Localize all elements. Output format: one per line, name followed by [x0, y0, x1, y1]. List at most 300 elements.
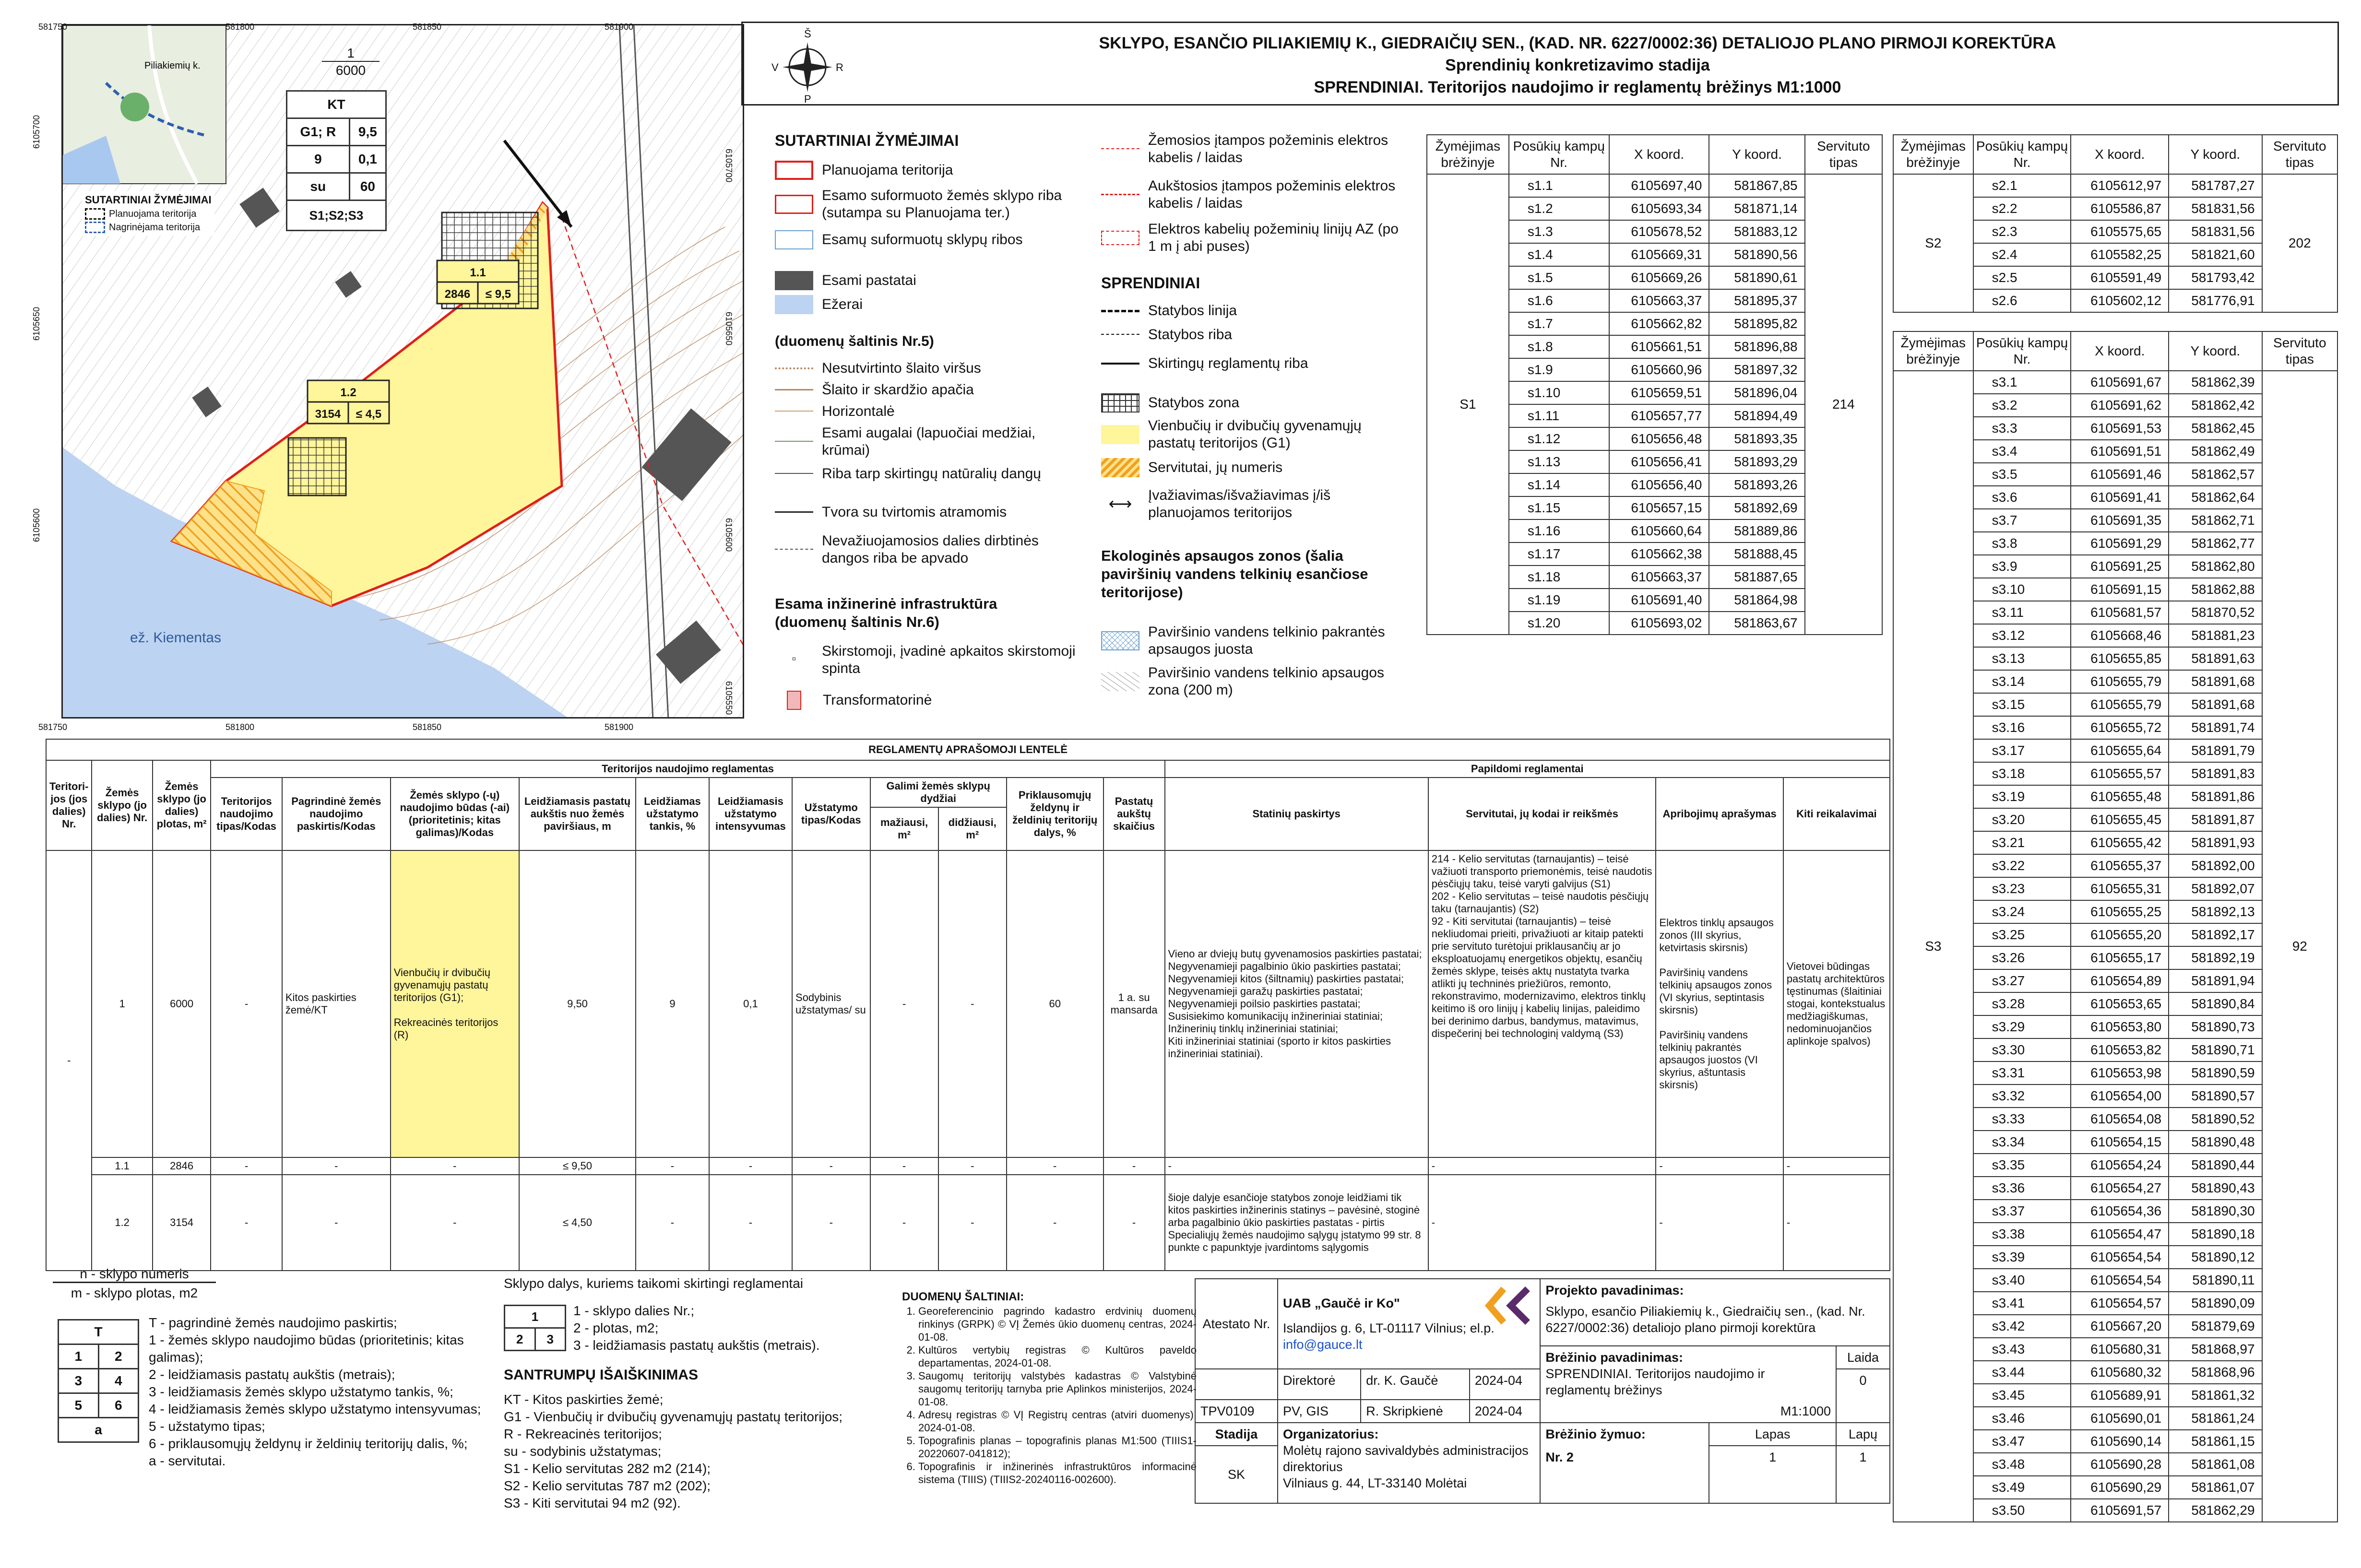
x-coord: 6105657,15 — [1609, 496, 1709, 519]
y-coord: 581892,00 — [2169, 854, 2262, 877]
y-coord: 581871,14 — [1709, 197, 1804, 220]
tb-company-cell — [1278, 1279, 1540, 1369]
legend-residential: Vienbučių ir dvibučių gyvenamųjų pastatų teritorijos (G1) — [1148, 418, 1362, 451]
x-coord: 6105660,64 — [1609, 519, 1709, 542]
y-coord: 581881,23 — [2169, 624, 2262, 647]
point-number: s3.5 — [1973, 463, 2071, 486]
y-coord: 581890,56 — [1709, 243, 1804, 266]
sources-list — [902, 1305, 1197, 1486]
reg-r1-stat: Vieno ar dviejų butų gyvenamosios paskirties pastatai; Negyvenamieji pagalbinio ūkio paskirties pastatai; Negyvenamieji kitos (šiltnamių) paskirties pastatai; Negyvenamieji garažų paskirties pastatai; Negyvenamieji poilsio paskirties pastatai; Susisiekimo komunikacijų inžineriniai statiniai; Inžinerinių tinklų inžineriniai statiniai; Kiti inžineriniai statiniai (sporto ir kitos paskirties inžineriniai statiniai). — [1165, 850, 1428, 1157]
point-number: s3.42 — [1973, 1315, 2071, 1338]
kt-r3a: su — [287, 173, 350, 200]
s3-header-2: X koord. — [2071, 331, 2169, 371]
point-number: s3.27 — [1973, 969, 2071, 992]
y-coord: 581862,39 — [2169, 371, 2262, 394]
t-box-1: 1 — [59, 1344, 99, 1369]
x-coord: 6105655,45 — [2071, 808, 2169, 831]
s1-table-wrap — [1426, 134, 1883, 635]
tb-email[interactable]: info@gauce.lt — [1283, 1337, 1363, 1352]
x-coord: 6105690,01 — [2071, 1407, 2169, 1430]
protection-zone-swatch — [1101, 672, 1139, 691]
reg-r3-c13: - — [1103, 1175, 1165, 1271]
reg-r2-c12: - — [1007, 1157, 1103, 1175]
coord-left-0: 6105700 — [32, 115, 41, 149]
point-number: s1.3 — [1509, 220, 1609, 243]
y-coord: 581861,15 — [2169, 1430, 2262, 1453]
parts-box — [504, 1305, 566, 1351]
y-coord: 581776,91 — [2169, 289, 2262, 312]
point-number: s3.6 — [1973, 486, 2071, 509]
tb-org-cell — [1278, 1423, 1540, 1503]
point-number: s3.36 — [1973, 1177, 2071, 1200]
legend-item-buildings: Esami pastatai — [822, 272, 916, 288]
y-coord: 581862,42 — [2169, 394, 2262, 417]
point-number: s1.2 — [1509, 197, 1609, 220]
kt-r1a: G1; R — [287, 118, 350, 146]
tb-drw-cell — [1540, 1346, 1836, 1423]
y-coord: 581892,17 — [2169, 923, 2262, 946]
parts-desc-0: 1 - sklypo dalies Nr.; — [573, 1303, 695, 1318]
building-limit-swatch — [1101, 334, 1139, 336]
point-number: s3.45 — [1973, 1384, 2071, 1407]
reg-h16: Apribojimų aprašymas — [1656, 778, 1783, 850]
tb-lapu-label: Lapų — [1836, 1423, 1890, 1446]
reg-h13: Pastatų aukštų skaičius — [1103, 778, 1165, 850]
y-coord: 581890,61 — [1709, 266, 1804, 289]
reg-r2-c10: - — [870, 1157, 938, 1175]
coord-bottom-3: 581900 — [605, 722, 634, 732]
shore-strip-swatch — [1101, 631, 1139, 650]
x-coord: 6105691,62 — [2071, 394, 2169, 417]
y-coord: 581890,11 — [2169, 1269, 2262, 1292]
y-coord: 581890,59 — [2169, 1061, 2262, 1085]
point-number: s1.17 — [1509, 542, 1609, 566]
y-coord: 581862,29 — [2169, 1499, 2262, 1522]
tb-laida-label: Laida — [1836, 1346, 1890, 1369]
point-number: s3.50 — [1973, 1499, 2071, 1522]
source-6: 6. Topografinis ir inžinerinės infrastruktūros informacinė sistema (TIIIS) (TIIIS2-20240116-002600). — [918, 1460, 1197, 1486]
point-number: s3.22 — [1973, 854, 2071, 877]
y-coord: 581891,94 — [2169, 969, 2262, 992]
y-coord: 581883,12 — [1709, 220, 1804, 243]
point-number: s1.11 — [1509, 404, 1609, 427]
tb-nr-label: Brėžinio žymuo: — [1545, 1427, 1646, 1441]
x-coord: 6105654,36 — [2071, 1200, 2169, 1223]
x-coord: 6105653,98 — [2071, 1061, 2169, 1085]
y-coord: 581890,12 — [2169, 1246, 2262, 1269]
reg-h11: didžiausi, m² — [938, 807, 1007, 850]
x-coord: 6105654,24 — [2071, 1154, 2169, 1177]
scale-numerator: 1 — [322, 46, 380, 62]
legend-building-zone: Statybos zona — [1148, 395, 1240, 411]
reg-r1-tank: 9 — [636, 850, 709, 1157]
x-coord: 6105669,26 — [1609, 266, 1709, 289]
reg-r2-c16: - — [1656, 1157, 1783, 1175]
tb-nr-cell — [1540, 1423, 1709, 1503]
point-number: s3.24 — [1973, 900, 2071, 923]
x-coord: 6105690,28 — [2071, 1453, 2169, 1476]
reg-r3-h: ≤ 4,50 — [519, 1175, 636, 1271]
nm-bottom: m - sklypo plotas, m2 — [71, 1285, 198, 1300]
tb-drw: SPRENDINIAI. Teritorijos naudojimo ir reglamentų brėžinys — [1545, 1367, 1765, 1397]
x-coord: 6105668,46 — [2071, 624, 2169, 647]
parts-box-2: 2 — [505, 1328, 535, 1351]
zone-1-2-height: ≤ 4,5 — [356, 408, 382, 421]
legend-building-line: Statybos linija — [1148, 303, 1237, 318]
t-box-4: 4 — [98, 1369, 139, 1393]
title-block-bottom — [1195, 1278, 1890, 1504]
coord-right-2: 6105600 — [724, 518, 734, 552]
t-box-3: 3 — [59, 1369, 99, 1393]
planned-territory-swatch — [775, 161, 813, 180]
point-number: s3.28 — [1973, 992, 2071, 1015]
legend-transformer: Transformatorinė — [823, 692, 932, 708]
tb-dir-date: 2024-04 — [1470, 1369, 1540, 1400]
inset-legend — [82, 191, 214, 236]
point-number: s1.14 — [1509, 473, 1609, 496]
y-coord: 581893,29 — [1709, 450, 1804, 473]
x-coord: 6105654,57 — [2071, 1292, 2169, 1315]
legend-low-voltage: Žemosios įtampos požeminis elektros kabelis / laidas — [1148, 132, 1388, 165]
title-block — [741, 22, 2339, 106]
s1-header-4: Servituto tipas — [1805, 135, 1882, 174]
point-number: s3.38 — [1973, 1223, 2071, 1246]
reg-h10: mažiausi, m² — [870, 807, 938, 850]
point-number: s3.26 — [1973, 946, 2071, 969]
tb-drw-label: Brėžinio pavadinimas: — [1545, 1350, 1683, 1365]
point-number: s3.7 — [1973, 509, 2071, 532]
point-number: s3.43 — [1973, 1338, 2071, 1361]
point-number: s3.13 — [1973, 647, 2071, 670]
point-number: s3.40 — [1973, 1269, 2071, 1292]
coord-bottom-1: 581800 — [225, 722, 255, 732]
x-coord: 6105691,67 — [2071, 371, 2169, 394]
reg-h1: Žemės sklypo (jo dalies) Nr. — [92, 760, 152, 850]
map-canvas[interactable] — [63, 25, 744, 719]
tb-pv-date: 2024-04 — [1470, 1400, 1540, 1423]
reg-h3: Teritorijos naudojimo tipas/Kodas — [211, 778, 282, 850]
reg-h17: Kiti reikalavimai — [1783, 778, 1890, 850]
coord-left-1: 6105650 — [32, 307, 41, 341]
inset-village: Piliakiemių k. — [144, 60, 201, 71]
x-coord: 6105693,02 — [1609, 612, 1709, 635]
servitude-swatch — [1101, 458, 1139, 477]
y-coord: 581889,86 — [1709, 519, 1804, 542]
x-coord: 6105654,08 — [2071, 1108, 2169, 1131]
reg-r3-c5: - — [391, 1175, 519, 1271]
scale-denominator: 6000 — [335, 63, 366, 78]
coord-top-1: 581800 — [225, 22, 255, 32]
reg-r1-int: 0,1 — [709, 850, 792, 1157]
x-coord: 6105655,37 — [2071, 854, 2169, 877]
x-coord: 6105661,51 — [1609, 335, 1709, 358]
reg-r2-c15: - — [1428, 1157, 1656, 1175]
y-coord: 581897,32 — [1709, 358, 1804, 381]
point-number: s3.41 — [1973, 1292, 2071, 1315]
t-box-a: a — [59, 1418, 139, 1442]
y-coord: 581896,04 — [1709, 381, 1804, 404]
x-coord: 6105691,46 — [2071, 463, 2169, 486]
point-number: s3.21 — [1973, 831, 2071, 854]
reg-r3-nr: 1.2 — [92, 1175, 152, 1271]
coord-top-3: 581900 — [605, 22, 634, 32]
point-number: s3.18 — [1973, 762, 2071, 785]
lake-label: ež. Kiementas — [130, 630, 222, 646]
reg-r3-c3: - — [211, 1175, 282, 1271]
point-number: s3.1 — [1973, 371, 2071, 394]
point-number: s1.19 — [1509, 589, 1609, 612]
reg-r1-aprib: Elektros tinklų apsaugos zonos (III skyrius, ketvirtasis skirsnis) Paviršinių vandens telkinių apsaugos zonos (VI skyrius, septintasis skirsnis) Paviršinių vandens telkinių pakrantės apsaugos juostos (VI skyrius, aštuntasis skirsnis) — [1656, 850, 1783, 1157]
y-coord: 581892,07 — [2169, 877, 2262, 900]
x-coord: 6105697,40 — [1609, 174, 1709, 197]
point-number: s3.4 — [1973, 440, 2071, 463]
y-coord: 581862,80 — [2169, 555, 2262, 578]
point-number: s1.13 — [1509, 450, 1609, 473]
point-number: s2.5 — [1973, 266, 2071, 289]
legend-infra-title: Esama inžinerinė infrastruktūra (duomenų šaltinis Nr.6) — [775, 595, 997, 630]
s1-header-1: Posūkių kampų Nr. — [1509, 135, 1609, 174]
y-coord: 581863,67 — [1709, 612, 1804, 635]
x-coord: 6105691,57 — [2071, 1499, 2169, 1522]
x-coord: 6105654,54 — [2071, 1246, 2169, 1269]
tb-company: UAB „Gaučė ir Ko" — [1283, 1296, 1400, 1310]
regulations-table — [46, 739, 1890, 1271]
x-coord: 6105663,37 — [1609, 289, 1709, 312]
abbr-5: S2 - Kelio servitutas 787 m2 (202); — [504, 1478, 711, 1493]
source-5: 5. Topografinis planas – topografinis planas M1:500 (TIIIS1-20220607-041812); — [918, 1434, 1197, 1460]
abbr-1: G1 - Vienbučių ir dvibučių gyvenamųjų pastatų teritorijos; — [504, 1409, 843, 1424]
s1-coord-table — [1426, 134, 1883, 635]
reg-h14: Statinių paskirtys — [1165, 778, 1428, 850]
x-coord: 6105586,87 — [2071, 197, 2169, 220]
reg-r2-c17: - — [1783, 1157, 1890, 1175]
coord-top-0: 581750 — [38, 22, 68, 32]
legend-item-planned: Planuojama teritorija — [822, 162, 953, 178]
inset-legend-1: Planuojama teritorija — [109, 208, 197, 219]
point-number: s1.15 — [1509, 496, 1609, 519]
y-coord: 581895,37 — [1709, 289, 1804, 312]
kt-r2a: 9 — [287, 146, 350, 173]
x-coord: 6105654,27 — [2071, 1177, 2169, 1200]
y-coord: 581892,13 — [2169, 900, 2262, 923]
x-coord: 6105656,41 — [1609, 450, 1709, 473]
abbr-6: S3 - Kiti servitutai 94 m2 (92). — [504, 1496, 681, 1510]
y-coord: 581867,85 — [1709, 174, 1804, 197]
point-number: s3.9 — [1973, 555, 2071, 578]
regulation-boundary-swatch — [1101, 363, 1139, 365]
y-coord: 581862,49 — [2169, 440, 2262, 463]
parts-box-3: 3 — [535, 1328, 566, 1351]
reg-r2-h: ≤ 9,50 — [519, 1157, 636, 1175]
reg-r3-area: 3154 — [153, 1175, 211, 1271]
point-number: s3.12 — [1973, 624, 2071, 647]
t-desc-0: T - pagrindinė žemės naudojimo paskirtis; — [149, 1315, 397, 1330]
reg-grp1: Teritorijos naudojimo reglamentas — [211, 760, 1164, 778]
y-coord: 581891,63 — [2169, 647, 2262, 670]
point-number: s3.14 — [1973, 670, 2071, 693]
transformer-icon — [787, 691, 801, 710]
abbr-title: SANTRUMPŲ IŠAIŠKINIMAS — [504, 1367, 699, 1383]
legend-item-parcels: Esamų suformuotų sklypų ribos — [822, 232, 1023, 248]
y-coord: 581890,84 — [2169, 992, 2262, 1015]
point-number: s3.46 — [1973, 1407, 2071, 1430]
table-row — [1893, 174, 2337, 197]
pavement-swatch — [775, 549, 813, 551]
reg-h9: Užstatymo tipas/Kodas — [792, 778, 870, 850]
y-coord: 581893,26 — [1709, 473, 1804, 496]
t-box-6: 6 — [98, 1393, 139, 1418]
kt-r3b: 60 — [349, 173, 386, 200]
reg-r3-c16: - — [1656, 1175, 1783, 1271]
point-number: s1.9 — [1509, 358, 1609, 381]
point-number: s3.29 — [1973, 1015, 2071, 1038]
s2-table-wrap — [1893, 134, 2338, 313]
point-number: s1.7 — [1509, 312, 1609, 335]
source-2: 2. Kultūros vertybių registras © Kultūros paveldo departamentas, 2024-01-08. — [918, 1344, 1197, 1369]
tb-proj-cell — [1540, 1279, 1890, 1346]
inset-planned-swatch — [85, 208, 105, 220]
tb-pv-name: R. Skripkienė — [1361, 1400, 1470, 1423]
title-line-3: SPRENDINIAI. Teritorijos naudojimo ir reglamentų brėžinys M1:1000 — [1314, 78, 1841, 96]
reg-r1-nr: 1 — [92, 850, 152, 1157]
eco-title: Ekologinės apsaugos zonos (šalia paviršinių vandens telkinių esančiose teritorijose) — [1101, 547, 1368, 601]
t-desc-1: 1 - žemės sklypo naudojimo būdas (prioritetinis; kitas galimas); — [149, 1332, 464, 1365]
y-coord: 581891,83 — [2169, 762, 2262, 785]
x-coord: 6105655,79 — [2071, 670, 2169, 693]
tb-empty-1 — [1195, 1369, 1278, 1400]
y-coord: 581896,88 — [1709, 335, 1804, 358]
x-coord: 6105655,57 — [2071, 762, 2169, 785]
entrance-arrow-icon: ⟷ — [1108, 495, 1132, 513]
x-coord: 6105655,17 — [2071, 946, 2169, 969]
zone-1-1-height: ≤ 9,5 — [485, 288, 511, 301]
x-coord: 6105690,14 — [2071, 1430, 2169, 1453]
point-number: s3.8 — [1973, 532, 2071, 555]
point-number: s3.31 — [1973, 1061, 2071, 1085]
legend-plants: Esami augalai (lapuočiai medžiai, krūmai) — [822, 425, 1036, 458]
y-coord: 581793,42 — [2169, 266, 2262, 289]
cabinet-swatch: ▫ — [792, 652, 796, 665]
point-number: s3.19 — [1973, 785, 2071, 808]
building-line-swatch — [1101, 310, 1139, 312]
map-frame — [61, 24, 744, 719]
inset-legend-2: Nagrinėjama teritorija — [109, 222, 201, 233]
reg-h2: Žemės sklypo (jo dalies) plotas, m² — [153, 760, 211, 850]
point-number: s1.12 — [1509, 427, 1609, 450]
s3-header-4: Servituto tipas — [2262, 331, 2337, 371]
reg-r3-c15: - — [1428, 1175, 1656, 1271]
s2-header-3: Y koord. — [2169, 135, 2262, 174]
point-number: s3.3 — [1973, 417, 2071, 440]
kt-r4: S1;S2;S3 — [287, 200, 386, 231]
reg-r3-c8: - — [709, 1175, 792, 1271]
s3-table-wrap — [1893, 331, 2338, 1522]
coord-bottom-2: 581850 — [413, 722, 442, 732]
title-line-1: SKLYPO, ESANČIO PILIAKIEMIŲ K., GIEDRAIČIŲ SEN., (KAD. NR. 6227/0002:36) DETALIOJO PLANO PIRMOJI KOREKTŪRA — [1099, 34, 2056, 52]
coord-right-1: 6105650 — [724, 312, 734, 346]
sprendiniai-title: SPRENDINIAI — [1101, 274, 1200, 292]
tb-org-addr: Vilniaus g. 44, LT-33140 Molėtai — [1283, 1476, 1467, 1490]
y-coord: 581891,74 — [2169, 716, 2262, 739]
tb-scale: M1:1000 — [1780, 1404, 1831, 1418]
point-number: s3.32 — [1973, 1085, 2071, 1108]
plants-swatch — [775, 441, 813, 443]
y-coord: 581861,32 — [2169, 1384, 2262, 1407]
s1-header-0: Žymėjimas brėžinyje — [1427, 135, 1509, 174]
x-coord: 6105655,25 — [2071, 900, 2169, 923]
reg-r1-paskirtis: Kitos paskirties žemė/KT — [282, 850, 391, 1157]
point-number: s1.6 — [1509, 289, 1609, 312]
compass-n: Š — [804, 28, 811, 40]
y-coord: 581890,52 — [2169, 1108, 2262, 1131]
reg-r1-tipas: - — [211, 850, 282, 1157]
tb-stadija-label: Stadija — [1195, 1423, 1278, 1446]
point-number: s3.35 — [1973, 1154, 2071, 1177]
y-coord: 581890,73 — [2169, 1015, 2262, 1038]
reg-r1-serv: 214 - Kelio servitutas (tarnaujantis) – teisė važiuoti transporto priemonėmis, teisė naudotis pėsčiųjų taku, teisė varyti galvijus (S1) 202 - Kelio servitutas – teisė naudotis pėsčiųjų taku (tarnaujantis) (S2) 92 - Kiti servitutai (tarnaujantis) – teisė nekliudomai prieiti, privažiuoti ar kitaip patekti prie servituto turėtojui priklausančių ar jo eksploatuojamų energetikos objektų, esančių žemės sklype, teisės aktų nustatyta tvarka atlikti jų techninės priežiūros, remonto, rekonstravimo, modernizavimo, elektros tinklų keitimo iš oro linijų į kabelių linijas, paleidimo bei derinimo darbus, bandymus, matavimus, dispečerinį bei technologinį valdymą (S3) — [1428, 850, 1656, 1157]
parts-title: Sklypo dalys, kuriems taikomi skirtingi reglamentai — [504, 1276, 803, 1291]
y-coord: 581861,24 — [2169, 1407, 2262, 1430]
y-coord: 581894,49 — [1709, 404, 1804, 427]
t-desc-4: 4 - leidžiamasis žemės sklypo užstatymo intensyvumas; — [149, 1402, 481, 1416]
point-number: s3.44 — [1973, 1361, 2071, 1384]
x-coord: 6105653,82 — [2071, 1038, 2169, 1061]
x-coord: 6105655,72 — [2071, 716, 2169, 739]
point-number: s2.6 — [1973, 289, 2071, 312]
parts-desc — [573, 1302, 871, 1354]
parts-desc-1: 2 - plotas, m2; — [573, 1320, 659, 1335]
y-coord: 581891,68 — [2169, 670, 2262, 693]
y-coord: 581862,88 — [2169, 578, 2262, 601]
x-coord: 6105612,97 — [2071, 174, 2169, 197]
legend-high-voltage: Aukštosios įtampos požeminis elektros kabelis / laidas — [1148, 178, 1396, 211]
kt-title: KT — [287, 91, 386, 118]
y-coord: 581891,87 — [2169, 808, 2262, 831]
s2-header-4: Servituto tipas — [2262, 135, 2337, 174]
x-coord: 6105691,35 — [2071, 509, 2169, 532]
y-coord: 581887,65 — [1709, 566, 1804, 589]
parcel-boundary-swatch — [775, 195, 813, 214]
s1-label: S1 — [1427, 174, 1509, 635]
reg-title: REGLAMENTŲ APRAŠOMOJI LENTELĖ — [46, 739, 1890, 760]
reg-r1-uzst: Sodybinis užstatymas/ su — [792, 850, 870, 1157]
x-coord: 6105602,12 — [2071, 289, 2169, 312]
x-coord: 6105689,91 — [2071, 1384, 2169, 1407]
point-number: s3.48 — [1973, 1453, 2071, 1476]
y-coord: 581861,08 — [2169, 1453, 2262, 1476]
tb-lapas-label: Lapas — [1709, 1423, 1836, 1446]
s1-type: 214 — [1805, 174, 1882, 635]
t-legend-box — [58, 1319, 139, 1443]
legend-source-5: (duomenų šaltinis Nr.5) — [775, 333, 934, 349]
x-coord: 6105654,00 — [2071, 1085, 2169, 1108]
legend-protection-zone: Paviršinio vandens telkinio apsaugos zona (200 m) — [1148, 665, 1384, 698]
t-desc-3: 3 - leidžiamasis žemės sklypo užstatymo tankis, %; — [149, 1384, 453, 1399]
point-number: s1.16 — [1509, 519, 1609, 542]
y-coord: 581891,68 — [2169, 693, 2262, 716]
y-coord: 581864,98 — [1709, 589, 1804, 612]
tb-address: Islandijos g. 6, LT-01117 Vilnius; el.p. — [1283, 1321, 1495, 1335]
fence-swatch — [775, 511, 813, 513]
s2-header-0: Žymėjimas brėžinyje — [1893, 135, 1973, 174]
tb-org: Molėtų rajono savivaldybės administracijos direktorius — [1283, 1443, 1529, 1474]
t-box-5: 5 — [59, 1393, 99, 1418]
reg-r3-c11: - — [938, 1175, 1007, 1271]
zone-1-1-id: 1.1 — [470, 266, 486, 279]
point-number: s3.30 — [1973, 1038, 2071, 1061]
reg-r2-c9: - — [792, 1157, 870, 1175]
point-number: s3.2 — [1973, 394, 2071, 417]
